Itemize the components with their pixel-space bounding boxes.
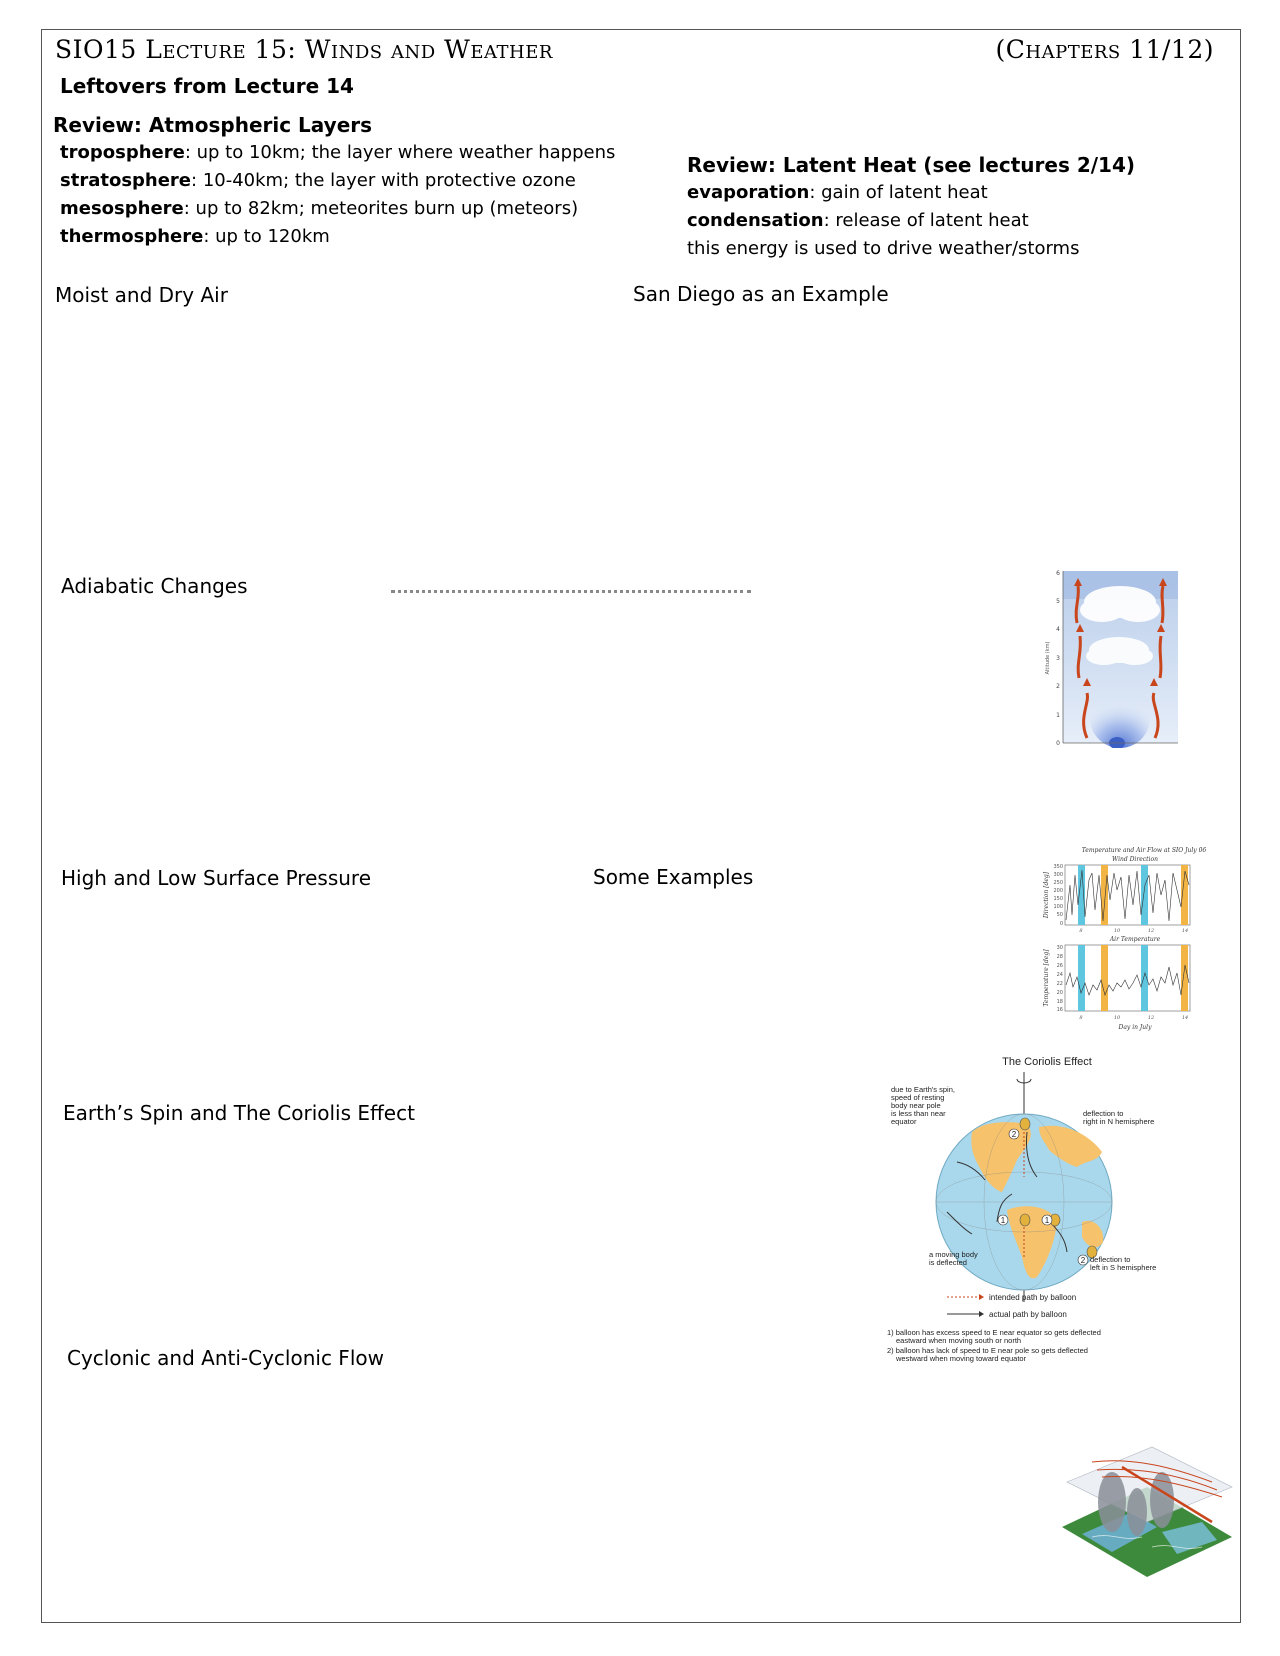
bottom-tick: 28 <box>1056 954 1063 960</box>
atmos-item: thermosphere: up to 120km <box>60 226 330 247</box>
section-san-diego: San Diego as an Example <box>633 282 889 306</box>
bottom-x-tick: 8 <box>1079 1015 1083 1021</box>
section-adiabatic: Adiabatic Changes <box>61 574 248 598</box>
marker-1: 1 <box>1000 1216 1006 1225</box>
alt-tick: 6 <box>1056 570 1060 577</box>
coriolis-note: eastward when moving south or north <box>896 1336 1022 1345</box>
spin-label: body near pole <box>891 1101 941 1110</box>
spin-label: speed of resting <box>891 1093 945 1102</box>
bottom-tick: 26 <box>1056 963 1063 969</box>
atmos-review <box>53 113 615 251</box>
coriolis-note: 2) balloon has lack of speed to E near pole so gets deflected <box>887 1346 1088 1355</box>
bottom-x-tick: 14 <box>1181 1015 1189 1021</box>
latent-review-heading: Review: Latent Heat (see lectures 2/14) <box>687 153 1136 177</box>
atmos-item: mesosphere: up to 82km; meteorites burn up (meteors) <box>60 198 579 219</box>
coriolis-svg <box>877 1052 1177 1372</box>
marker-2b: 2 <box>1080 1256 1086 1265</box>
section-coriolis: Earth’s Spin and The Coriolis Effect <box>63 1101 415 1125</box>
bottom-panel-title: Air Temperature <box>1109 936 1161 943</box>
convection-svg <box>1042 568 1202 748</box>
latent-review <box>687 153 1135 263</box>
section-cyclonic: Cyclonic and Anti-Cyclonic Flow <box>67 1346 384 1370</box>
top-panel-title: Wind Direction <box>1112 856 1158 863</box>
latent-item: evaporation: gain of latent heat <box>687 182 988 203</box>
bottom-x-tick: 12 <box>1147 1015 1155 1021</box>
coriolis-note: 1) balloon has excess speed to E near equator so gets deflected <box>887 1328 1101 1337</box>
top-x-tick: 10 <box>1113 928 1121 934</box>
legend-actual: actual path by balloon <box>989 1310 1067 1319</box>
moving-body-label: is deflected <box>929 1258 967 1267</box>
left-deflection-label: deflection to <box>1090 1255 1131 1264</box>
cyclonic-flow-figure <box>1052 1442 1237 1587</box>
spin-label: is less than near <box>891 1109 946 1118</box>
section-examples: Some Examples <box>593 865 754 889</box>
moving-body-label: a moving body <box>929 1250 978 1259</box>
bottom-tick: 20 <box>1056 990 1063 996</box>
bottom-tick: 22 <box>1056 981 1063 987</box>
chart-title: Temperature and Air Flow at SIO July 06 <box>1081 847 1207 854</box>
top-ylabel: Direction [deg] <box>1043 871 1050 919</box>
cyclonic-svg <box>1052 1442 1237 1587</box>
right-deflection-label: right in N hemisphere <box>1083 1117 1155 1126</box>
atmos-review-heading: Review: Atmospheric Layers <box>53 113 373 137</box>
latent-item: condensation: release of latent heat <box>687 210 1029 231</box>
top-tick: 150 <box>1053 896 1063 902</box>
bottom-tick: 30 <box>1056 945 1063 951</box>
section-moist-dry: Moist and Dry Air <box>55 283 228 307</box>
alt-tick: 2 <box>1056 683 1060 690</box>
top-tick: 250 <box>1053 880 1063 886</box>
leftovers-heading: Leftovers from Lecture 14 <box>60 74 354 98</box>
bottom-tick: 24 <box>1056 972 1063 978</box>
atmos-item: stratosphere: 10-40km; the layer with protective ozone <box>60 170 576 191</box>
top-tick: 50 <box>1056 912 1063 918</box>
top-tick: 300 <box>1053 872 1063 878</box>
legend-actual-arrow <box>979 1311 984 1317</box>
top-tick: 100 <box>1053 904 1063 910</box>
section-pressure: High and Low Surface Pressure <box>61 866 371 890</box>
top-x-tick: 8 <box>1079 928 1083 934</box>
alt-tick: 3 <box>1056 655 1060 662</box>
sio-chart <box>1037 845 1222 1040</box>
bottom-tick: 16 <box>1056 1007 1063 1013</box>
left-deflection-label: left in S hemisphere <box>1090 1263 1157 1272</box>
marker-2: 2 <box>1011 1130 1017 1139</box>
convection-figure <box>1042 568 1202 748</box>
top-x-tick: 14 <box>1181 928 1189 934</box>
alt-tick: 0 <box>1056 740 1060 747</box>
top-x-tick: 12 <box>1147 928 1155 934</box>
bottom-tick: 18 <box>1056 999 1063 1005</box>
dotted-divider <box>391 590 751 593</box>
top-tick: 350 <box>1053 864 1063 870</box>
page-title: SIO15 Lecture 15: Winds and Weather <box>55 35 553 64</box>
chapters-label: (Chapters 11/12) <box>995 35 1214 64</box>
latent-item: this energy is used to drive weather/storms <box>687 238 1080 259</box>
legend-intended-arrow <box>979 1294 984 1300</box>
top-tick: 0 <box>1059 921 1063 927</box>
coriolis-note: westward when moving toward equator <box>896 1354 1027 1363</box>
sio-chart-svg <box>1037 845 1222 1040</box>
top-tick: 200 <box>1053 888 1063 894</box>
bottom-ylabel: Temperature [deg] <box>1043 949 1050 1007</box>
alt-tick: 1 <box>1056 712 1060 719</box>
coriolis-title: The Coriolis Effect <box>1002 1056 1092 1068</box>
alt-tick: 5 <box>1056 598 1060 605</box>
alt-tick: 4 <box>1056 626 1060 633</box>
right-deflection-label: deflection to <box>1083 1109 1124 1118</box>
x-axis-label: Day in July <box>1118 1024 1152 1031</box>
legend-intended: intended path by balloon <box>989 1293 1077 1302</box>
altitude-label: Altitude (km) <box>1045 641 1051 675</box>
spin-label: equator <box>891 1117 917 1126</box>
coriolis-figure <box>877 1052 1177 1372</box>
spin-label: due to Earth's spin, <box>891 1085 955 1094</box>
bottom-x-tick: 10 <box>1113 1015 1121 1021</box>
atmos-item: troposphere: up to 10km; the layer where weather happens <box>60 142 616 163</box>
lecture-page <box>41 29 1241 1623</box>
marker-1b: 1 <box>1044 1216 1050 1225</box>
